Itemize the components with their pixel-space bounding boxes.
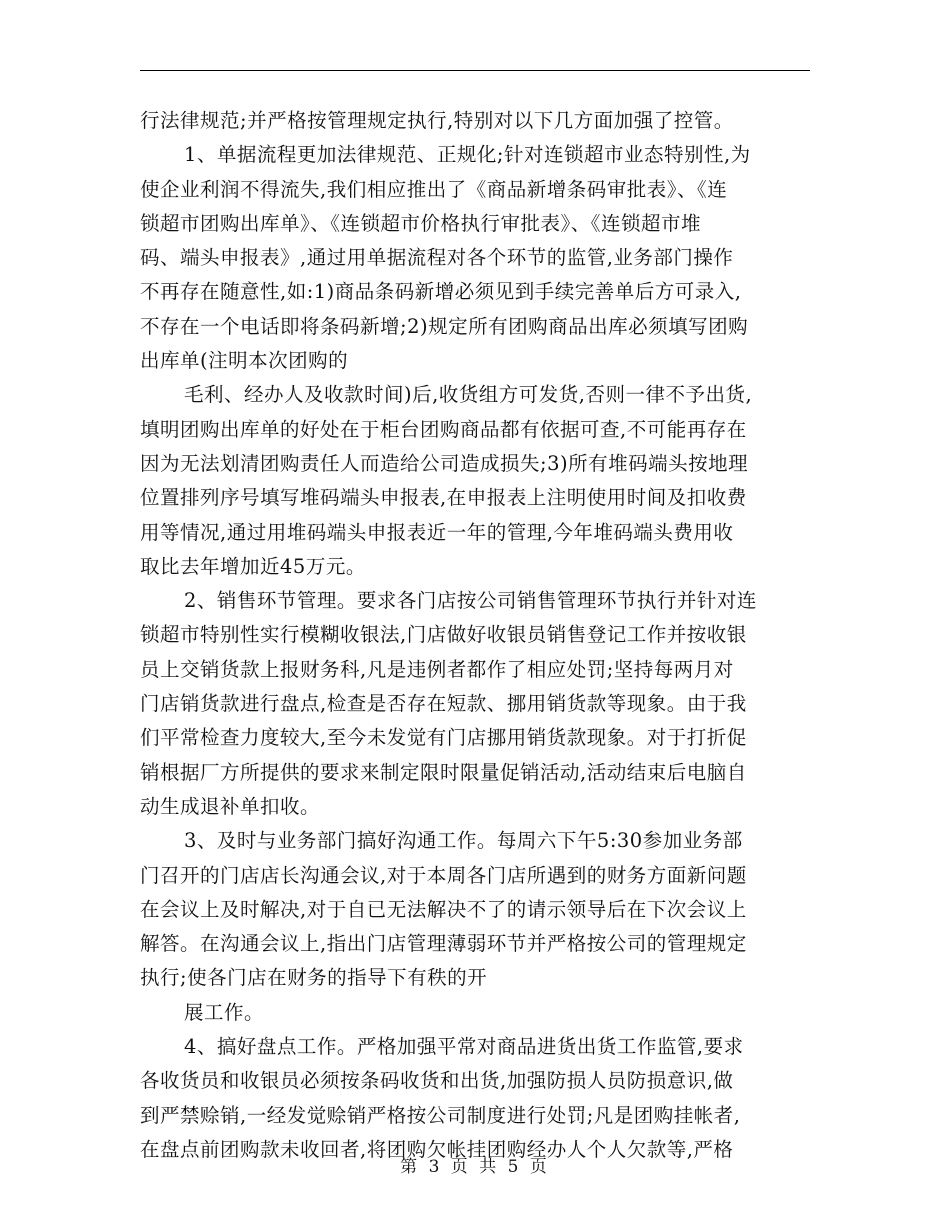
text-line: 取比去年增加近45万元。 xyxy=(140,554,366,578)
text-line: 展工作。 xyxy=(184,1000,265,1024)
text-line: 用等情况,通过用堆码端头申报表近一年的管理,今年堆码端头费用收 xyxy=(140,520,734,544)
text-line: 出库单(注明本次团购的 xyxy=(140,349,349,373)
text-line: 门召开的门店店长沟通会议,对于本周各门店所遇到的财务方面新问题 xyxy=(140,863,747,887)
text-line: 码、端头申报表》,通过用单据流程对各个环节的监管,业务部门操作 xyxy=(140,246,734,270)
text-line: 使企业利润不得流失,我们相应推出了《商品新增条码审批表》、《连 xyxy=(140,177,728,201)
text-line: 锁超市团购出库单》、《连锁超市价格执行审批表》、《连锁超市堆 xyxy=(140,211,702,235)
text-line: 门店销货款进行盘点,检查是否存在短款、挪用销货款等现象。由于我 xyxy=(140,692,747,716)
text-line: 解答。在沟通会议上,指出门店管理薄弱环节并严格按公司的管理规定 xyxy=(140,932,747,956)
text-line: 动生成退补单扣收。 xyxy=(140,794,321,818)
text-line: 销根据厂方所提供的要求来制定限时限量促销活动,活动结束后电脑自 xyxy=(140,760,747,784)
text-line: 在盘点前团购款未收回者,将团购欠帐挂团购经办人个人欠款等,严格 xyxy=(140,1137,734,1161)
text-line: 2、销售环节管理。要求各门店按公司销售管理环节执行并针对连 xyxy=(184,589,757,613)
text-line: 锁超市特别性实行模糊收银法,门店做好收银员销售登记工作并按收银 xyxy=(140,623,747,647)
text-line: 在会议上及时解决,对于自已无法解决不了的请示领导后在下次会议上 xyxy=(140,897,747,921)
text-line: 位置排列序号填写堆码端头申报表,在申报表上注明使用时间及扣收费 xyxy=(140,486,747,510)
text-line: 到严禁赊销,一经发觉赊销严格按公司制度进行处罚;凡是团购挂帐者, xyxy=(140,1103,741,1127)
text-line: 们平常检查力度较大,至今未发觉有门店挪用销货款现象。对于打折促 xyxy=(140,726,747,750)
body-text xyxy=(140,104,820,1167)
text-line: 毛利、经办人及收款时间)后,收货组方可发货,否则一律不予出货, xyxy=(184,383,753,407)
text-line: 员上交销货款上报财务科,凡是违例者都作了相应处罚;坚持每两月对 xyxy=(140,657,734,681)
header-rule xyxy=(140,70,810,71)
text-line: 不再存在随意性,如:1)商品条码新增必须见到手续完善单后方可录入, xyxy=(140,280,742,304)
text-line: 执行;使各门店在财务的指导下有秩的开 xyxy=(140,966,488,990)
text-line: 各收货员和收银员必须按条码收货和出货,加强防损人员防损意识,做 xyxy=(140,1069,734,1093)
page-number-footer: 第 3 页 共 5 页 xyxy=(400,1157,550,1177)
text-line: 因为无法划清团购责任人而造给公司造成损失;3)所有堆码端头按地理 xyxy=(140,451,749,475)
text-line: 填明团购出库单的好处在于柜台团购商品都有依据可查,不可能再存在 xyxy=(140,417,747,441)
text-line: 1、单据流程更加法律规范、正规化;针对连锁超市业态特别性,为 xyxy=(184,143,751,167)
text-line: 4、搞好盘点工作。严格加强平常对商品进货出货工作监管,要求 xyxy=(184,1035,744,1059)
text-line: 行法律规范;并严格按管理规定执行,特别对以下几方面加强了控管。 xyxy=(140,109,734,132)
text-line: 3、及时与业务部门搞好沟通工作。每周六下午5:30参加业务部 xyxy=(184,829,743,853)
text-line: 不存在一个电话即将条码新增;2)规定所有团购商品出库必须填写团购 xyxy=(140,314,749,338)
